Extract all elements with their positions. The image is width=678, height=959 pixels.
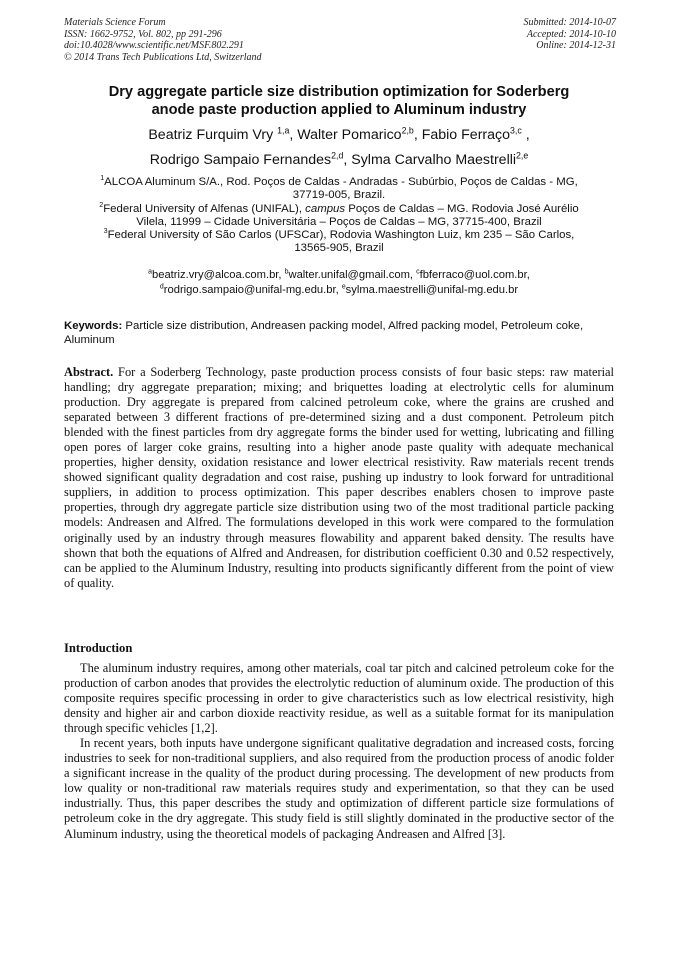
email-a: beatriz.vry@alcoa.com.br, [152, 269, 285, 281]
author-name: Walter Pomarico [297, 127, 402, 143]
author-sup: 2,b [401, 125, 414, 136]
affiliation-2-line-2: Vilela, 11999 – Cidade Universitária – Poços de Caldas – MG, 37715-400, Brazil [136, 215, 542, 228]
affiliation-1-line-2: 37719-005, Brazil. [292, 189, 386, 202]
copyright-line: © 2014 Trans Tech Publications Ltd, Switzerland [64, 51, 262, 63]
affiliation-sup: 1 [100, 175, 105, 183]
online-date: Online: 2014-12-31 [536, 40, 616, 51]
journal-header-left [64, 17, 262, 63]
abstract-text: For a Soderberg Technology, paste production process consists of four basic steps: raw material handling; dry aggregate preparation; mixing; and briquettes loading at electrolytic cells for aluminum production. Dry aggregate is prepared from calcined petroleum coke, where the grains are crushed and separated between 3 different fractions of pre-determined sizing and a dust component. Petroleum pitch blended with the finest particles from dry aggregate forms the binder used for wetting, lubricating and filling open pores of larger coke grains, resulting into a higher anode paste quality with adequate mechanical properties, higher density, oxidation resistance and lower electrical resistivity. Raw materials recent trends showed significant quality degradation and cost raise, pushing up industry to look forward for untraditional suppliers, in addition to process optimization. This paper describes enablers chosen to improve paste properties, through dry aggregate particle size distribution using two of the most traditional particle packing models: Andreasen and Alfred. The formulations developed in this work were compared to the formulation originally used by an industry through measures flowability and apparent baked density. The results have shown that both the equations of Alfred and Andreasen, for distribution coefficient 0.30 and 0.52 respectively, can be applied to the Aluminum Industry, resulting into products significantly different from the point of view of quality. [64, 365, 614, 590]
paper-title [64, 83, 614, 119]
author-sep: , [343, 152, 352, 168]
author-name: Rodrigo Sampaio Fernandes [149, 152, 332, 168]
intro-paragraph-2: In recent years, both inputs have undergone significant qualitative degradation and increased costs, forcing industries to seek for non-traditional suppliers, and also required from the production process of anodic folder a significant increase in the quality of the product during processing. The development of new products from low quality or non-traditional raw materials requires study and experimentation, so that they can be used industrially. Thus, this paper describes the study and optimization of different particle size formulations of petroleum coke in the dry aggregate. This study field is still slightly dominated in the productive sector of the Aluminum industry, using the theoretical models of packaging Andreasen and Alfred [3]. [64, 736, 614, 841]
abstract-label: Abstract. [64, 365, 114, 379]
submitted-date: Submitted: 2014-10-07 [523, 17, 616, 28]
affiliations [64, 176, 614, 256]
section-heading-introduction: Introduction [64, 641, 133, 655]
email-b: walter.unifal@gmail.com, [288, 269, 417, 281]
author-sup: 1,a [277, 125, 290, 136]
email-c: fbferraco@uol.com.br, [419, 269, 530, 281]
email-e: sylma.maestrelli@unifal-mg.edu.br [345, 284, 519, 296]
affiliation-sup: 3 [103, 228, 108, 236]
journal-name: Materials Science Forum [64, 17, 166, 28]
affiliation-3-line-1: $^3$Federal University of São Carlos (UFSCar), Rodovia Washington Luiz, km 235 – São Carlos, [103, 228, 575, 242]
affiliation-3-line-2: 13565-905, Brazil [294, 242, 384, 255]
author-emails [64, 268, 614, 298]
affiliation-1-line-1: $^1$ALCOA Aluminum S/A., Rod. Poços de Caldas - Andradas - Subúrbio, Poços de Caldas - MG, [100, 175, 578, 188]
doi-line: doi:10.4028/www.scientific.net/MSF.802.291 [64, 40, 244, 51]
title-line-1: Dry aggregate particle size distribution optimization for Soderberg [108, 84, 570, 100]
email-line-1: $^a$beatriz.vry@alcoa.com.br, $^b$walter.unifal@gmail.com, $^c$fbferraco@uol.com.br, [148, 268, 530, 281]
keywords [64, 320, 614, 347]
keywords-label: Keywords: [64, 320, 123, 332]
author-line-1 [64, 123, 614, 148]
campus-word: campus [305, 202, 346, 215]
author-name: Sylma Carvalho Maestrelli [351, 152, 517, 168]
keywords-text: Particle size distribution, Andreasen packing model, Alfred packing model, Petroleum coke, Aluminum [64, 320, 584, 346]
affiliation-sup: 2 [99, 201, 104, 209]
author-name: Beatriz Furquim Vry [148, 127, 274, 143]
abstract [64, 365, 614, 591]
author-sep: , [521, 127, 530, 143]
introduction-body [64, 661, 614, 842]
email-line-2: $^d$rodrigo.sampaio@unifal-mg.edu.br, $^e$sylma.maestrelli@unifal-mg.edu.br [159, 283, 519, 296]
author-list [64, 123, 614, 173]
journal-header-right [524, 17, 617, 52]
email-d: rodrigo.sampaio@unifal-mg.edu.br, [163, 284, 342, 296]
author-line-2 [64, 148, 614, 173]
issn-line: ISSN: 1662-9752, Vol. 802, pp 291-296 [64, 28, 222, 40]
accepted-date: Accepted: 2014-10-10 [526, 28, 616, 40]
intro-paragraph-1: The aluminum industry requires, among other materials, coal tar pitch and calcined petroleum coke for the production of carbon anodes that provides the electrolytic reduction of aluminum oxide. The production of this composite requires specific processing in order to give characteristics such as low electrical resistivity, high density and higher air and carbon dioxide reactivity residue, as well as a suitable format for its manipulation through specific vehicles [1,2]. [64, 661, 614, 736]
author-sup: 2,e [516, 150, 529, 161]
affiliation-2-line-1: $^2$Federal University of Alfenas (UNIFAL), campus Poços de Caldas – MG. Rodovia José Aurélio [99, 201, 579, 215]
author-name: Fabio Ferraço [421, 127, 511, 143]
author-sup: 2,d [331, 150, 344, 161]
author-sep: , [289, 127, 298, 143]
title-line-2: anode paste production applied to Aluminum industry [151, 102, 527, 118]
author-sep: , [413, 127, 422, 143]
author-sup: 3,c [510, 125, 522, 136]
